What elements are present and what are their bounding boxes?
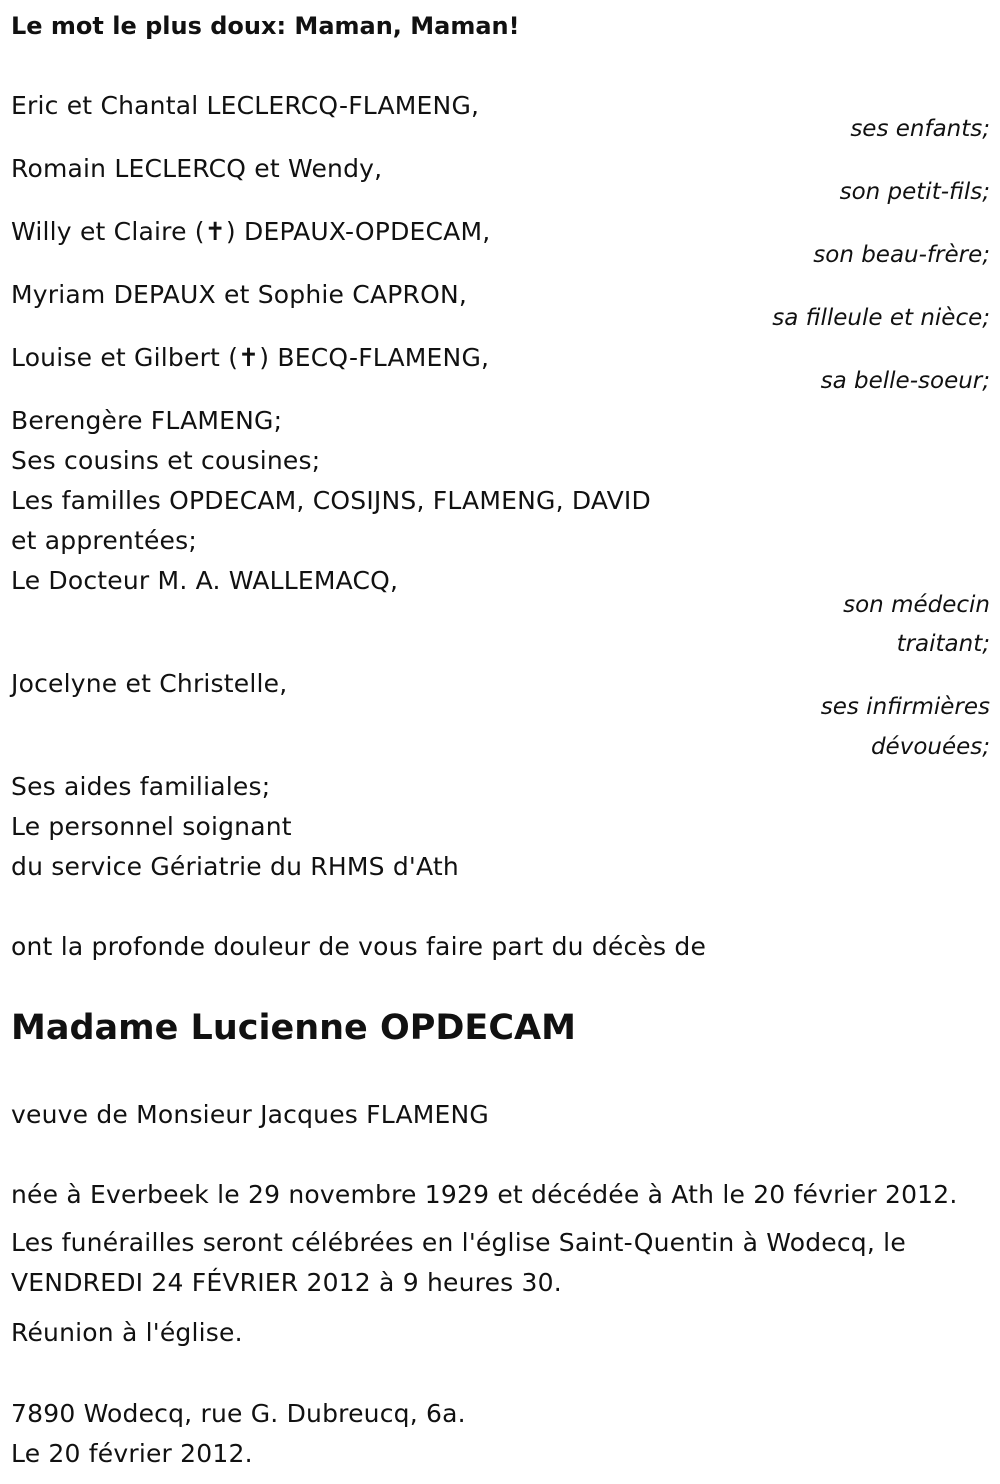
other-relative-2: Ses cousins et cousines;	[11, 446, 321, 475]
address-text: 7890 Wodecq, rue G. Dubreucq, 6a.	[11, 1399, 466, 1428]
funeral-text-line2: VENDREDI 24 FÉVRIER 2012 à 9 heures 30.	[11, 1268, 562, 1297]
family-name-2: Romain LECLERCQ et Wendy,	[11, 154, 383, 183]
family-name-4: Myriam DEPAUX et Sophie CAPRON,	[11, 280, 468, 309]
family-relation-1: ses enfants;	[850, 116, 990, 142]
motto-heading: Le mot le plus doux: Maman, Maman!	[11, 12, 520, 40]
widow-of-text: veuve de Monsieur Jacques FLAMENG	[11, 1100, 489, 1129]
doctor-relation-line1: son médecin	[843, 592, 990, 618]
deceased-name: Madame Lucienne OPDECAM	[11, 1008, 576, 1048]
family-relation-5: sa belle-soeur;	[820, 368, 990, 394]
other-relative-1: Berengère FLAMENG;	[11, 406, 283, 435]
staff-line-3: du service Gériatrie du RHMS d'Ath	[11, 852, 459, 881]
family-relation-3: son beau-frère;	[813, 242, 990, 268]
announcement-text: ont la profonde douleur de vous faire part du décès de	[11, 932, 707, 961]
birth-death-text: née à Everbeek le 29 novembre 1929 et décédée à Ath le 20 février 2012.	[11, 1180, 958, 1209]
nurses-relation-line1: ses infirmières	[820, 694, 990, 720]
funeral-text-line1: Les funérailles seront célébrées en l'église Saint-Quentin à Wodecq, le	[11, 1228, 906, 1257]
date-text: Le 20 février 2012.	[11, 1439, 253, 1468]
other-relative-3: Les familles OPDECAM, COSIJNS, FLAMENG, DAVID	[11, 486, 651, 515]
nurses-name: Jocelyne et Christelle,	[11, 669, 288, 698]
family-name-1: Eric et Chantal LECLERCQ-FLAMENG,	[11, 91, 480, 120]
family-relation-2: son petit-fils;	[839, 179, 990, 205]
other-relative-4: et apprentées;	[11, 526, 197, 555]
staff-line-1: Ses aides familiales;	[11, 772, 271, 801]
doctor-name: Le Docteur M. A. WALLEMACQ,	[11, 566, 399, 595]
meeting-text: Réunion à l'église.	[11, 1318, 243, 1347]
nurses-relation-line2: dévouées;	[870, 734, 990, 760]
doctor-relation-line2: traitant;	[896, 631, 990, 657]
family-relation-4: sa filleule et nièce;	[772, 305, 990, 331]
family-name-5: Louise et Gilbert (✝) BECQ-FLAMENG,	[11, 343, 490, 372]
family-name-3: Willy et Claire (✝) DEPAUX-OPDECAM,	[11, 217, 491, 246]
staff-line-2: Le personnel soignant	[11, 812, 292, 841]
